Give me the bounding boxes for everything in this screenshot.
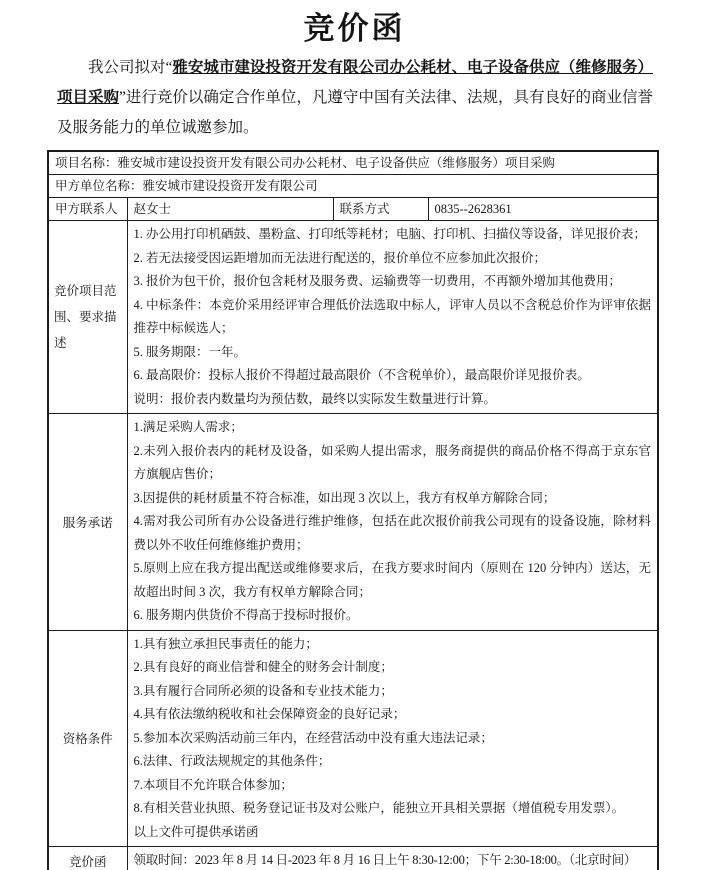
requirement-note-line: 说明：报价表内数量均为预估数，最终以实际发生数量进行计算。 [133,391,497,406]
contact-row [48,198,658,221]
requirement-line: 2. 若无法接受因运距增加而无法进行配送的，报价单位不应参加此次报价； [133,250,547,265]
qualification-line: 2.具有良好的商业信誉和健全的财务会计制度； [133,660,393,674]
letter-header-cell: 竞价函 [48,847,127,870]
qualification-line: 7.本项目不允许联合体参加； [133,777,293,792]
qualification-line: 6.法律、行政法规规定的其他条件； [133,754,331,768]
service-header-cell: 服务承诺 [48,414,127,631]
party-a-name-cell: 甲方单位名称：雅安城市建设投资开发有限公司 [48,175,658,198]
scope-header-cell: 竞价项目范围、要求描述 [48,221,127,414]
section-letter-row [48,847,658,870]
section-scope-row [48,221,658,414]
party-a-name-row [48,175,658,198]
commitment-line: 2.未列入报价表内的耗材及设备，如采购人提出需求，服务商提供的商品价格不得高于京东官方旗舰店售价； [133,443,652,481]
requirement-line: 3. 报价为包干价，报价包含耗材及服务费、运输费等一切费用，不再额外增加其他费用； [133,274,622,288]
scope-content-cell [127,221,658,414]
qualification-line: 3.具有履行合同所必须的设备和专业技术能力； [133,683,393,698]
intro-paragraph [57,53,653,143]
commitment-line: 6. 服务期内供货价不得高于投标时报价。 [133,608,359,622]
project-name-row [48,151,658,175]
service-content-cell [127,414,658,631]
requirement-line: 1. 办公用打印机硒鼓、墨粉盒、打印纸等耗材；电脑、打印机、扫描仪等设备，详见报价表； [133,227,647,241]
bidding-table [47,150,659,870]
commitment-line: 5.原则上应在我方提出配送或维修要求后，在我方要求时间内（原则在 120 分钟内）送达，无故超出时间 3 次，我方有权单方解除合同； [133,561,652,599]
intro-suffix: ”进行竞价以确定合作单位，凡遵守中国有关法律、法规，具有良好的商业信誉及服务能力的单位诚邀参加。 [57,89,653,136]
contact-phone-cell: 0835--2628361 [428,198,658,221]
requirement-line: 5. 服务期限：一年。 [133,344,247,359]
qualification-line: 8.有相关营业执照、税务登记证书及对公账户，能独立开具相关票据（增值税专用发票）。 [133,801,625,815]
qualification-content-cell [127,630,658,847]
page-title: 竞价函 [303,11,406,46]
commitment-line: 4.需对我公司所有办公设备进行维护维修，包括在此次报价前我公司现有的设备设施，除材料费以外不收任何维修维护费用； [133,514,652,552]
qualification-header-cell: 资格条件 [48,630,127,847]
qualification-line: 1.具有独立承担民事责任的能力； [133,636,318,651]
requirement-line: 4. 中标条件：本竞价采用经评审合理低价法选取中标人，评审人员以不含税总价作为评审依据推荐中标候选人； [133,297,652,335]
qualification-line: 5.参加本次采购活动前三年内，在经营活动中没有重大违法记录； [133,730,493,745]
letter-content-cell [127,847,658,870]
commitment-line: 1.满足采购人需求； [133,420,243,434]
contact-method-label-cell: 联系方式 [333,198,428,221]
intro-prefix: 我公司拟对“ [88,59,173,76]
section-qualification-row [48,630,658,847]
intro-project-name: 雅安城市建设投资开发有限公司办公耗材、电子设备供应（维修服务）项目采购 [57,59,653,106]
contact-label-cell: 甲方联系人 [48,198,127,221]
commitment-line: 3.因提供的耗材质量不符合标准，如出现 3 次以上，我方有权单方解除合同； [133,490,556,505]
project-name-cell: 项目名称：雅安城市建设投资开发有限公司办公耗材、电子设备供应（维修服务）项目采购 [48,151,658,175]
qualification-line: 4.具有依法缴纳税收和社会保障资金的良好记录； [133,707,406,721]
requirement-line: 6. 最高限价：投标人报价不得超过最高限价（不含税单价），最高限价详见报价表。 [133,368,590,382]
collection-time-line: 领取时间：2023 年 8 月 14 日-2023 年 8 月 16 日上午 8:30-12:00；下午 2:30-18:00。（北京时间） [133,853,637,867]
contact-name-cell: 赵女士 [127,198,333,221]
section-service-row [48,414,658,631]
qualification-note-line: 以上文件可提供承诺函 [133,824,259,839]
